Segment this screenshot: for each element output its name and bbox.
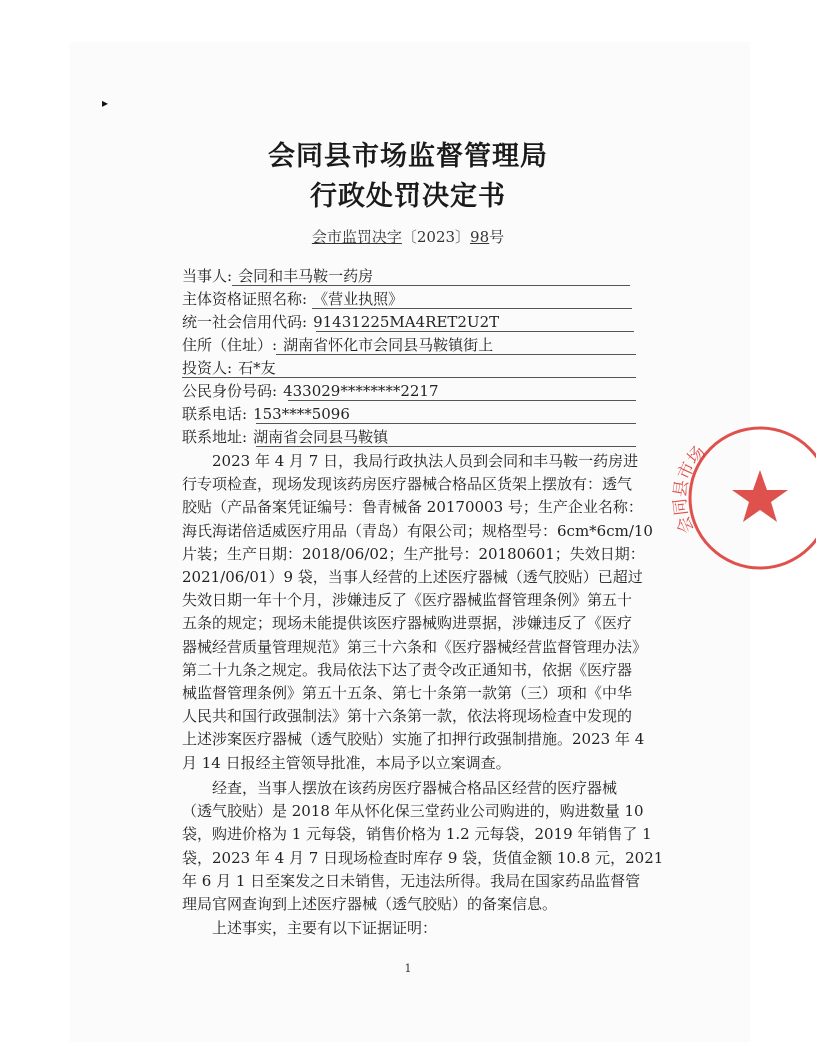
doc-number-suffix: 号 xyxy=(489,228,505,246)
svg-text:会同县市场 xyxy=(670,443,710,537)
field-underline xyxy=(232,285,630,286)
field-label: 联系地址: xyxy=(182,428,248,446)
doc-number-num: 98 xyxy=(470,228,490,246)
text-line: 行专项检查，现场发现该药房医疗器械合格品区货架上摆放有：透气 xyxy=(182,475,633,494)
text-line: 胶贴（产品备案凭证编号：鲁青械备 20170003 号；生产企业名称： xyxy=(182,498,643,517)
field-phone xyxy=(182,403,350,424)
text-line: 海氏海诺倍适威医疗用品（青岛）有限公司；规格型号：6cm*6cm/10 xyxy=(182,521,653,540)
field-underline xyxy=(316,331,634,332)
agency-title: 会同县市场监督管理局 xyxy=(268,141,548,172)
field-underline xyxy=(288,400,636,401)
field-underline xyxy=(256,423,636,424)
field-credit-code xyxy=(182,311,499,332)
document-number xyxy=(0,226,816,247)
text-line: 袋，购进价格为 1 元每袋，销售价格为 1.2 元每袋，2019 年销售了 1 xyxy=(182,825,652,844)
doc-number-prefix: 会市监罚决字 xyxy=(311,228,402,246)
text-line: 上述涉案医疗器械（透气胶贴）实施了扣押行政强制措施。2023 年 4 xyxy=(182,730,645,749)
paragraph-evidence xyxy=(182,917,666,940)
field-contact-address xyxy=(182,426,388,447)
field-underline xyxy=(276,354,636,355)
text-line: 上述事实，主要有以下证据证明： xyxy=(182,919,438,937)
text-line: 器械经营质量管理规范》第三十六条和《医疗器械经营监督管理办法》 xyxy=(182,637,648,656)
text-line: 袋，2023 年 4 月 7 日现场检查时库存 9 袋，货值金额 10.8 元，2021 xyxy=(182,848,664,867)
seal-star-icon xyxy=(732,470,788,522)
field-value: 《营业执照》 xyxy=(313,290,404,308)
text-line: 2023 年 4 月 7 日，我局行政执法人员到会同和丰马鞍一药房进 xyxy=(182,452,639,470)
text-line: 失效日期一年十个月，涉嫌违反了《医疗器械监督管理条例》第五十 xyxy=(182,591,633,610)
field-value: 湖南省怀化市会同县马鞍镇街上 xyxy=(283,336,494,354)
field-label: 投资人: xyxy=(182,359,233,377)
field-value: 91431225MA4RET2U2T xyxy=(313,313,500,331)
field-underline xyxy=(182,377,636,378)
field-id-number xyxy=(182,380,439,401)
text-line: 第二十九条之规定。我局依法下达了责令改正通知书，依据《医疗器 xyxy=(182,660,633,679)
field-label: 当事人: xyxy=(182,267,233,285)
text-line: 五条的规定；现场未能提供该医疗器械购进票据，涉嫌违反了《医疗 xyxy=(182,614,633,633)
field-underline xyxy=(256,446,636,447)
field-license-name xyxy=(182,288,403,309)
text-line: （透气胶贴）是 2018 年从怀化保三堂药业公司购进的，购进数量 10 xyxy=(182,802,644,821)
field-value: 石*友 xyxy=(238,359,276,377)
field-underline xyxy=(312,308,632,309)
field-value: 湖南省会同县马鞍镇 xyxy=(253,428,389,446)
field-label: 住所（住址）: xyxy=(182,336,278,354)
field-value: 会同和丰马鞍一药房 xyxy=(238,267,374,285)
text-line: 片装；生产日期：2018/06/02；生产批号：20180601；失效日期： xyxy=(182,544,645,563)
field-investor xyxy=(182,357,276,378)
text-line: 理局官网查询到上述医疗器械（透气胶贴）的备案信息。 xyxy=(182,895,558,914)
field-label: 联系电话: xyxy=(182,405,248,423)
field-label: 统一社会信用代码: xyxy=(182,313,308,331)
doc-number-year: 〔2023〕 xyxy=(401,228,471,246)
page-number: 1 xyxy=(404,962,412,975)
official-seal-icon xyxy=(668,418,816,578)
text-line: 人民共和国行政强制法》第十六条第一款，依法将现场检查中发现的 xyxy=(182,707,633,726)
text-line: 经查，当事人摆放在该药房医疗器械合格品区经营的医疗器械 xyxy=(182,779,618,797)
field-address xyxy=(182,334,493,355)
paragraph-case-facts xyxy=(182,450,666,775)
field-value: 153****5096 xyxy=(253,405,350,423)
field-label: 公民身份号码: xyxy=(182,382,278,400)
field-party xyxy=(182,265,373,286)
seal-text: 会同县市场 xyxy=(670,442,710,537)
field-value: 433029********2217 xyxy=(283,382,439,400)
field-label: 主体资格证照名称: xyxy=(182,290,308,308)
document-type-title: 行政处罚决定书 xyxy=(310,181,506,212)
text-line: 月 14 日报经主管领导批准，本局予以立案调查。 xyxy=(182,753,511,772)
text-line: 2021/06/01）9 袋，当事人经营的上述医疗器械（透气胶贴）已超过 xyxy=(182,568,643,587)
text-line: 年 6 月 1 日至案发之日未销售，无违法所得。我局在国家药品监督管 xyxy=(182,871,641,890)
scan-mark: ▸ xyxy=(102,96,109,110)
paragraph-investigation xyxy=(182,777,666,916)
text-line: 械监督管理条例》第五十五条、第七十条第一款第（三）项和《中华 xyxy=(182,684,633,703)
